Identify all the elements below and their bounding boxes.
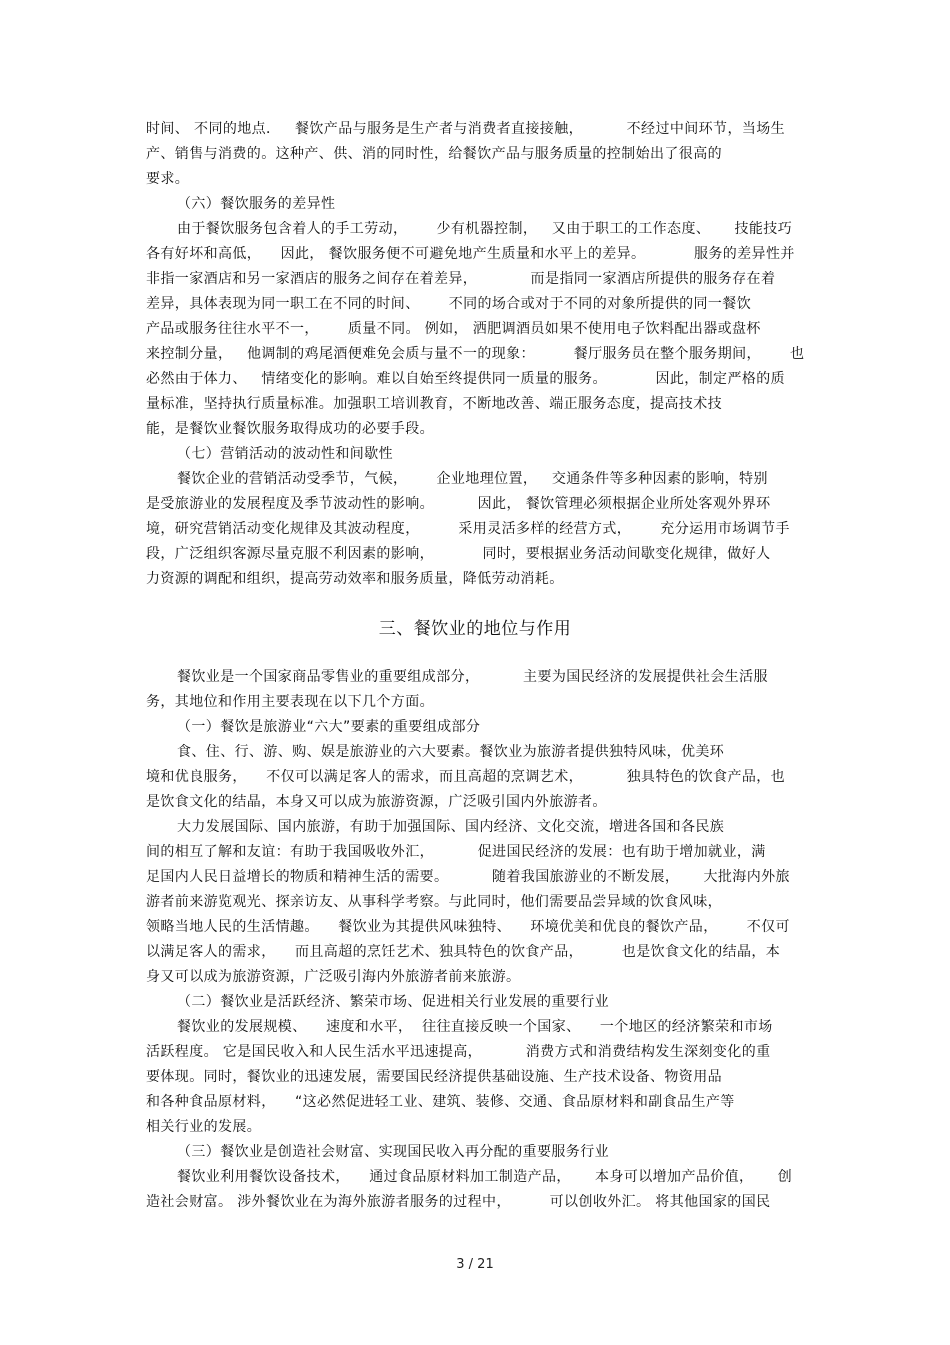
body-line: 食、住、行、游、购、娱是旅游业的六大要素。餐饮业为旅游者提供独特风味，优美环 [177,744,725,760]
body-line: 以满足客人的需求， 而且高超的烹饪艺术、独具特色的饮食产品， 也是饮食文化的结晶，本 [146,944,781,960]
subsection-heading: （一）餐饮是旅游业“六大”要素的重要组成部分 [177,719,481,735]
body-line: 要求。 [146,171,190,187]
subsection-heading: （七）营销活动的波动性和间歇性 [177,446,393,462]
body-line: 相关行业的发展。 [146,1119,262,1135]
body-line: 餐饮业利用餐饮设备技术， 通过食品原材料加工制造产品， 本身可以增加产品价值， 创 [177,1169,793,1185]
body-line: 能，是餐饮业餐饮服务取得成功的必要手段。 [146,421,434,437]
subsection-heading: （三）餐饮业是创造社会财富、实现国民收入再分配的重要服务行业 [177,1144,609,1160]
section-heading: 三、餐饮业的地位与作用 [378,619,572,639]
body-line: 足国内人民日益增长的物质和精神生活的需要。 随着我国旅游业的不断发展， 大批海内外旅 [146,869,790,885]
body-line: 非指一家酒店和另一家酒店的服务之间存在着差异， 而是指同一家酒店所提供的服务存在着 [146,271,776,287]
body-line: 各有好坏和高低， 因此， 餐饮服务便不可避免地产生质量和水平上的差异。 服务的差异性并 [146,246,795,262]
body-line: 时间、 不同的地点． 餐饮产品与服务是生产者与消费者直接接触， 不经过中间环节，当场生 [146,121,786,137]
body-line: 是饮食文化的结晶，本身又可以成为旅游资源，广泛吸引国内外旅游者。 [146,794,607,810]
body-line: 力资源的调配和组织，提高劳动效率和服务质量，降低劳动消耗。 [146,571,564,587]
body-line: 活跃程度。 它是国民收入和人民生活水平迅速提高， 消费方式和消费结构发生深刻变化的重 [146,1044,771,1060]
body-line: 大力发展国际、国内旅游，有助于加强国际、国内经济、文化交流，增进各国和各民族 [177,819,725,835]
body-line: 由于餐饮服务包含着人的手工劳动， 少有机器控制， 又由于职工的工作态度、 技能技巧 [177,221,793,237]
body-line: 餐饮业的发展规模、 速度和水平， 往往直接反映一个国家、 一个地区的经济繁荣和市场 [177,1019,773,1035]
body-line: 游者前来游览观光、探亲访友、从事科学考察。与此同时，他们需要品尝异域的饮食风味， [146,894,722,910]
body-line: 来控制分量， 他调制的鸡尾酒便难免会质与量不一的现象： 餐厅服务员在整个服务期间， 也 [146,346,805,362]
body-line: 务，其地位和作用主要表现在以下几个方面。 [146,694,434,710]
body-line: 段，广泛组织客源尽量克服不利因素的影响， 同时，要根据业务活动间歇变化规律，做好人 [146,546,771,562]
body-line: 境，研究营销活动变化规律及其波动程度， 采用灵活多样的经营方式， 充分运用市场调节手 [146,521,790,537]
body-line: 造社会财富。 涉外餐饮业在为海外旅游者服务的过程中， 可以创收外汇。 将其他国家的国民 [146,1194,771,1210]
body-line: 餐饮企业的营销活动受季节，气候， 企业地理位置， 交通条件等多种因素的影响，特别 [177,471,768,487]
body-line: 境和优良服务， 不仅可以满足客人的需求，而且高超的烹调艺术， 独具特色的饮食产品，也 [146,769,786,785]
body-line: 餐饮业是一个国家商品零售业的重要组成部分， 主要为国民经济的发展提供社会生活服 [177,669,768,685]
body-line: 和各种食品原材料， “这必然促进轻工业、建筑、装修、交通、食品原材料和副食品生产等 [146,1094,735,1110]
body-line: 身又可以成为旅游资源，广泛吸引海内外旅游者前来旅游。 [146,969,521,985]
body-line: 产、销售与消费的。这种产、供、消的同时性，给餐饮产品与服务质量的控制始出了很高的 [146,146,722,162]
body-line: 是受旅游业的发展程度及季节波动性的影响。 因此， 餐饮管理必须根据企业所处客观外界环 [146,496,771,512]
body-line: 产品或服务往往水平不一， 质量不同。 例如， 洒肥调酒员如果不使用电子饮料配出器或盘杯 [146,321,761,337]
body-line: 要体现。同时，餐饮业的迅速发展，需要国民经济提供基础设施、生产技术设备、物资用品 [146,1069,722,1085]
body-line: 必然由于体力、 情绪变化的影响。难以自始至终提供同一质量的服务。 因此，制定严格的质 [146,371,786,387]
body-line: 领略当地人民的生活情趣。 餐饮业为其提供风味独特、 环境优美和优良的餐饮产品， 不仅可 [146,919,790,935]
body-line: 差异，具体表现为同一职工在不同的时间、 不同的场合或对于不同的对象所提供的同一餐饮 [146,296,752,312]
body-line: 间的相互了解和友谊：有助于我国吸收外汇， 促进国民经济的发展：也有助于增加就业，满 [146,844,766,860]
page-number: 3 / 21 [456,1257,494,1272]
subsection-heading: （六）餐饮服务的差异性 [177,196,336,212]
body-line: 量标准，坚持执行质量标准。加强职工培训教育，不断地改善、端正服务态度，提高技术技 [146,396,722,412]
subsection-heading: （二）餐饮业是活跃经济、繁荣市场、促进相关行业发展的重要行业 [177,994,609,1010]
